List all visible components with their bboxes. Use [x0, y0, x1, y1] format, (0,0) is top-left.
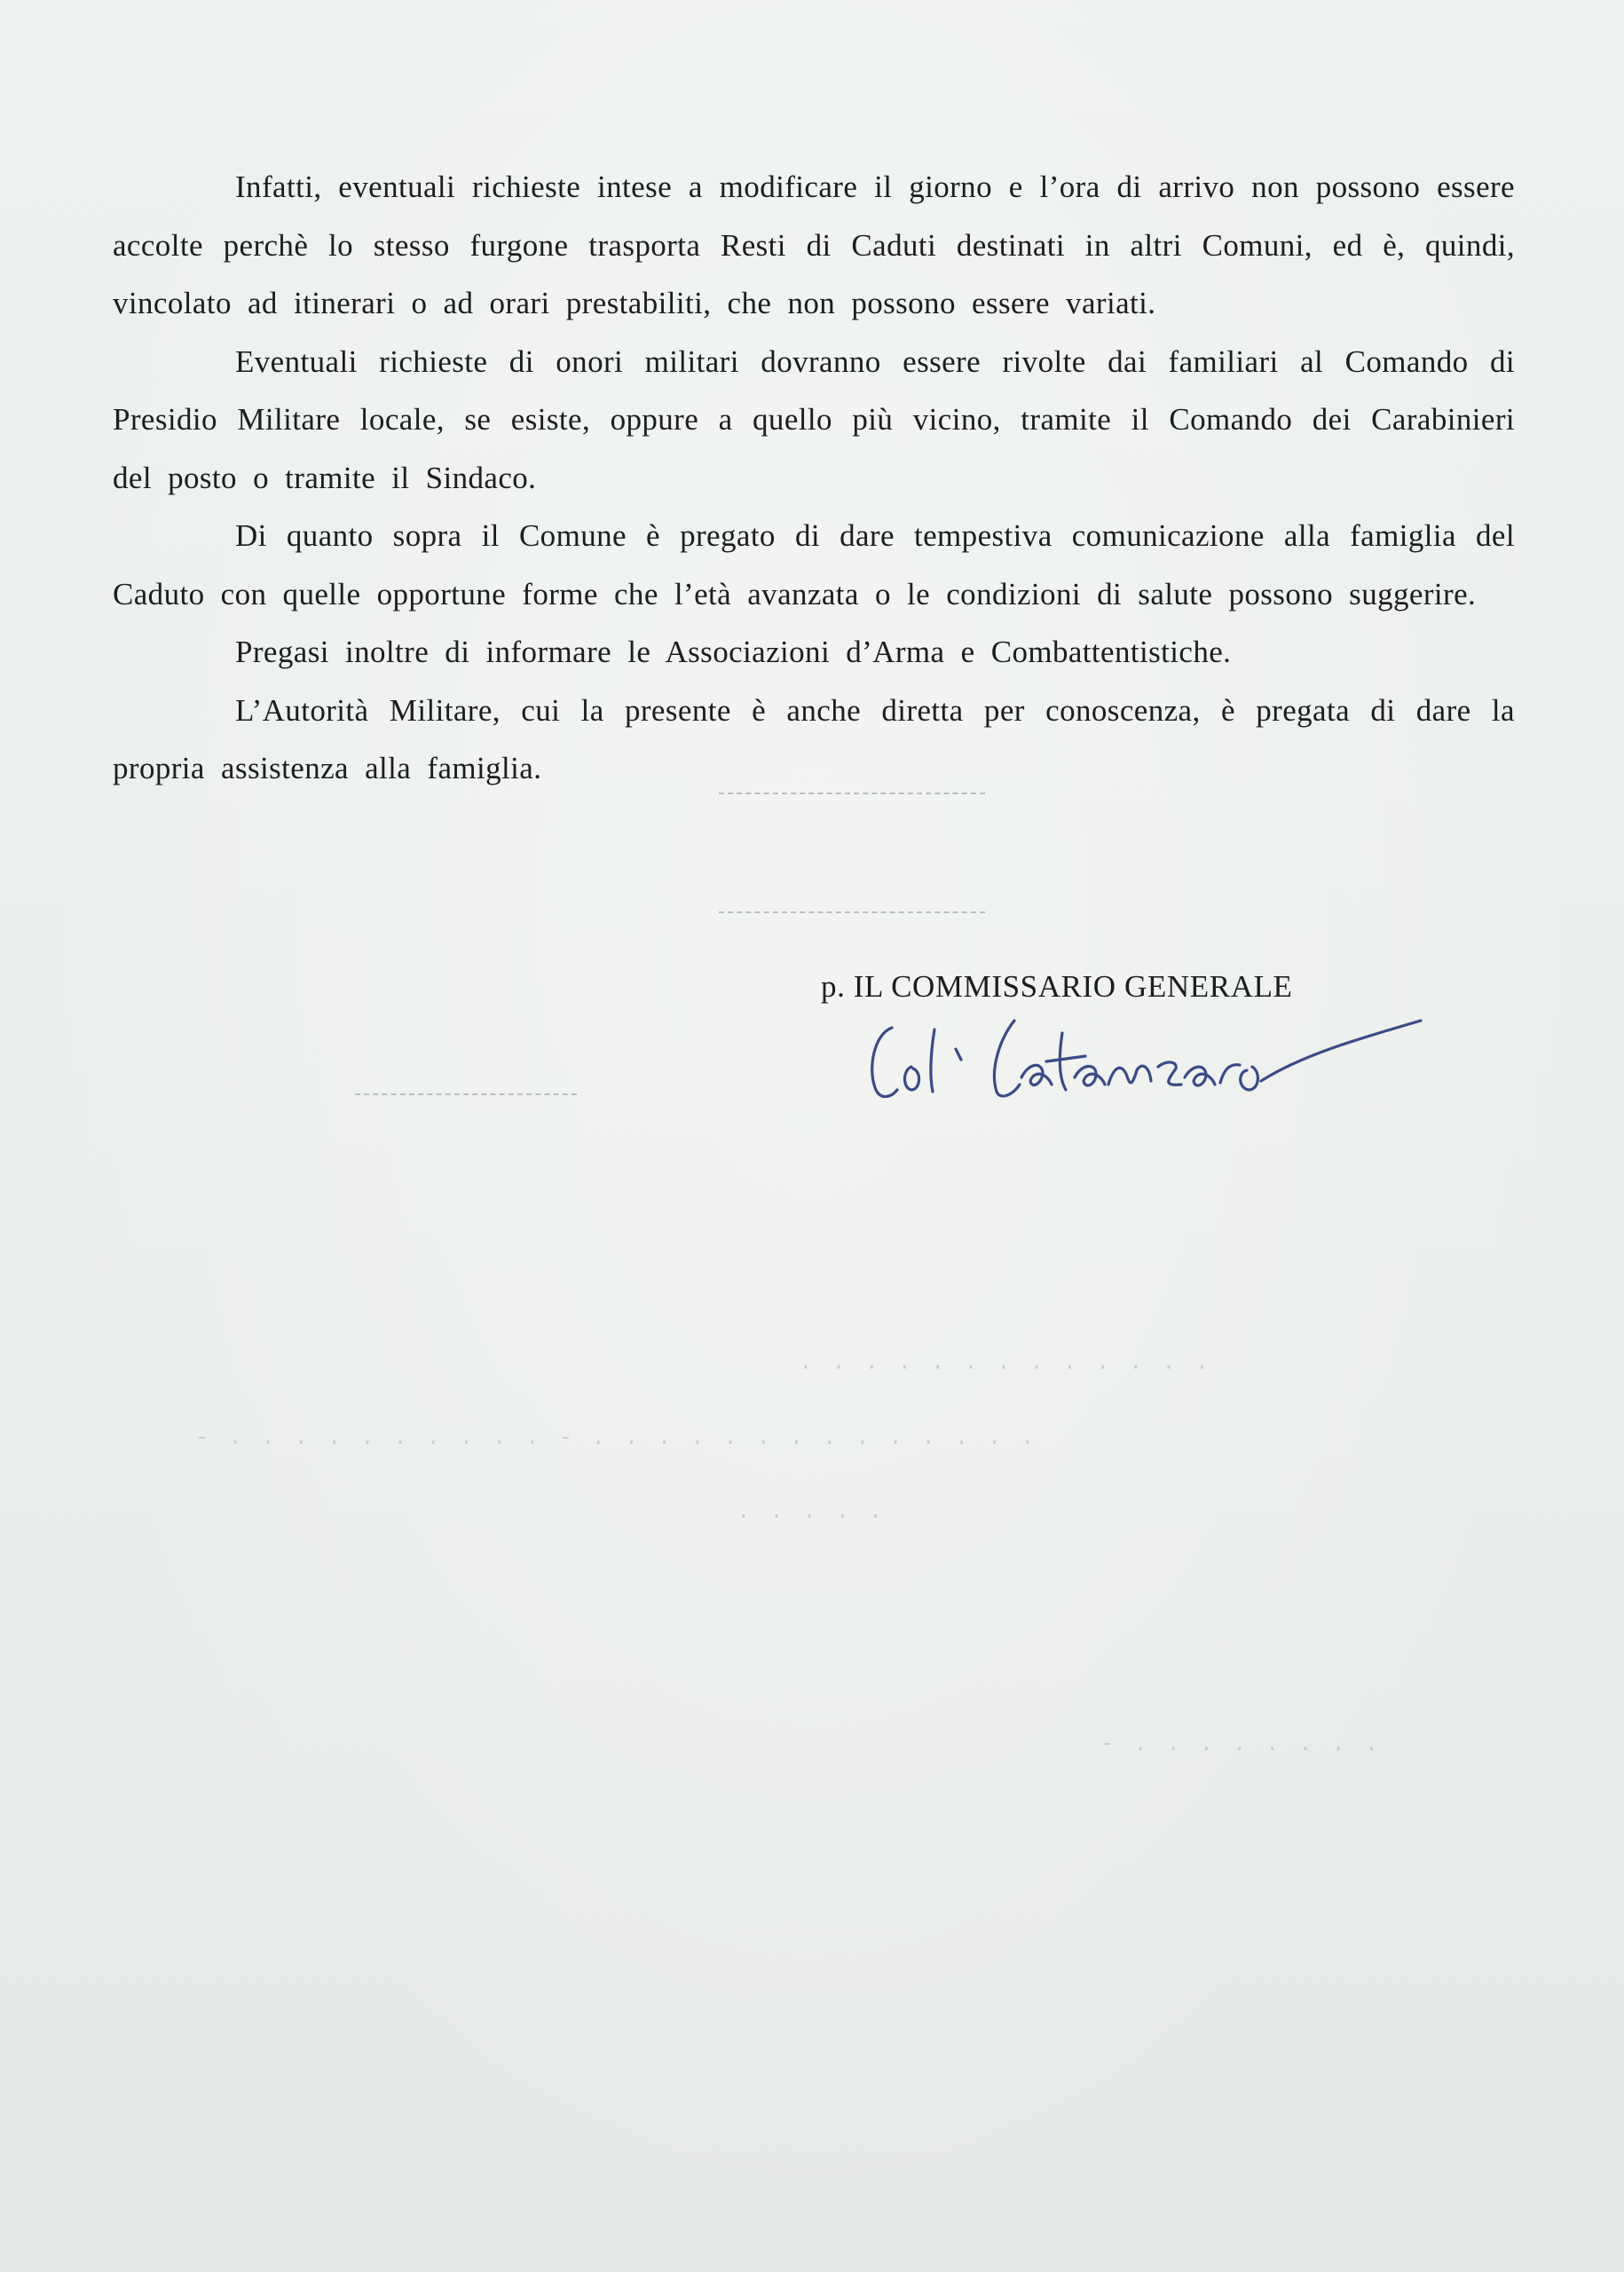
pencil-underline: [355, 1093, 577, 1095]
bleed-through-mark: - . . . . . . . .: [1100, 1731, 1382, 1757]
pencil-underline: [719, 911, 985, 913]
bleed-through-mark: - . . . . . . . . . . - . . . . . . . . . . . . . .: [195, 1424, 1037, 1451]
paragraph-military-authority: L’Autorità Militare, cui la presente è anche diretta per conoscenza, è pregata di dare la propria assistenza alla famiglia.: [113, 692, 1515, 785]
paragraph-arrival-changes: Infatti, eventuali richieste intese a modificare il giorno e l’ora di arrivo non possono essere accolte perchè lo stesso furgone trasporta Resti di Caduti destinati in altri Comuni, ed è, quindi, vincolato ad itinerari o ad orari prestabiliti, che non possono essere variati.: [113, 170, 1515, 320]
paragraph-military-honors: Eventuali richieste di onori militari dovranno essere rivolte dai familiari al Comando di Presidio Militare locale, se esiste, oppure a quello più vicino, tramite il Comando dei Carabinieri del posto o tramite il Sindaco.: [113, 343, 1515, 495]
handwritten-signature: [856, 985, 1424, 1118]
paragraph-notify-family: Di quanto sopra il Comune è pregato di dare tempestiva comunicazione alla famiglia del Caduto con quelle opportune forme che l’età avanzata o le condizioni di salute possono suggerire.: [113, 518, 1515, 611]
signature-caption: p. IL COMMISSARIO GENERALE: [821, 969, 1293, 1004]
paragraph-associations: Pregasi inoltre di informare le Associazioni d’Arma e Combattentistiche.: [235, 635, 1232, 669]
pencil-underline: [719, 793, 985, 794]
bleed-through-mark: . . . . .: [737, 1498, 886, 1525]
letter-body: [113, 158, 1515, 798]
bleed-through-mark: . . . . . . . . . . . . .: [799, 1349, 1212, 1376]
signature-block: [821, 969, 1531, 1138]
